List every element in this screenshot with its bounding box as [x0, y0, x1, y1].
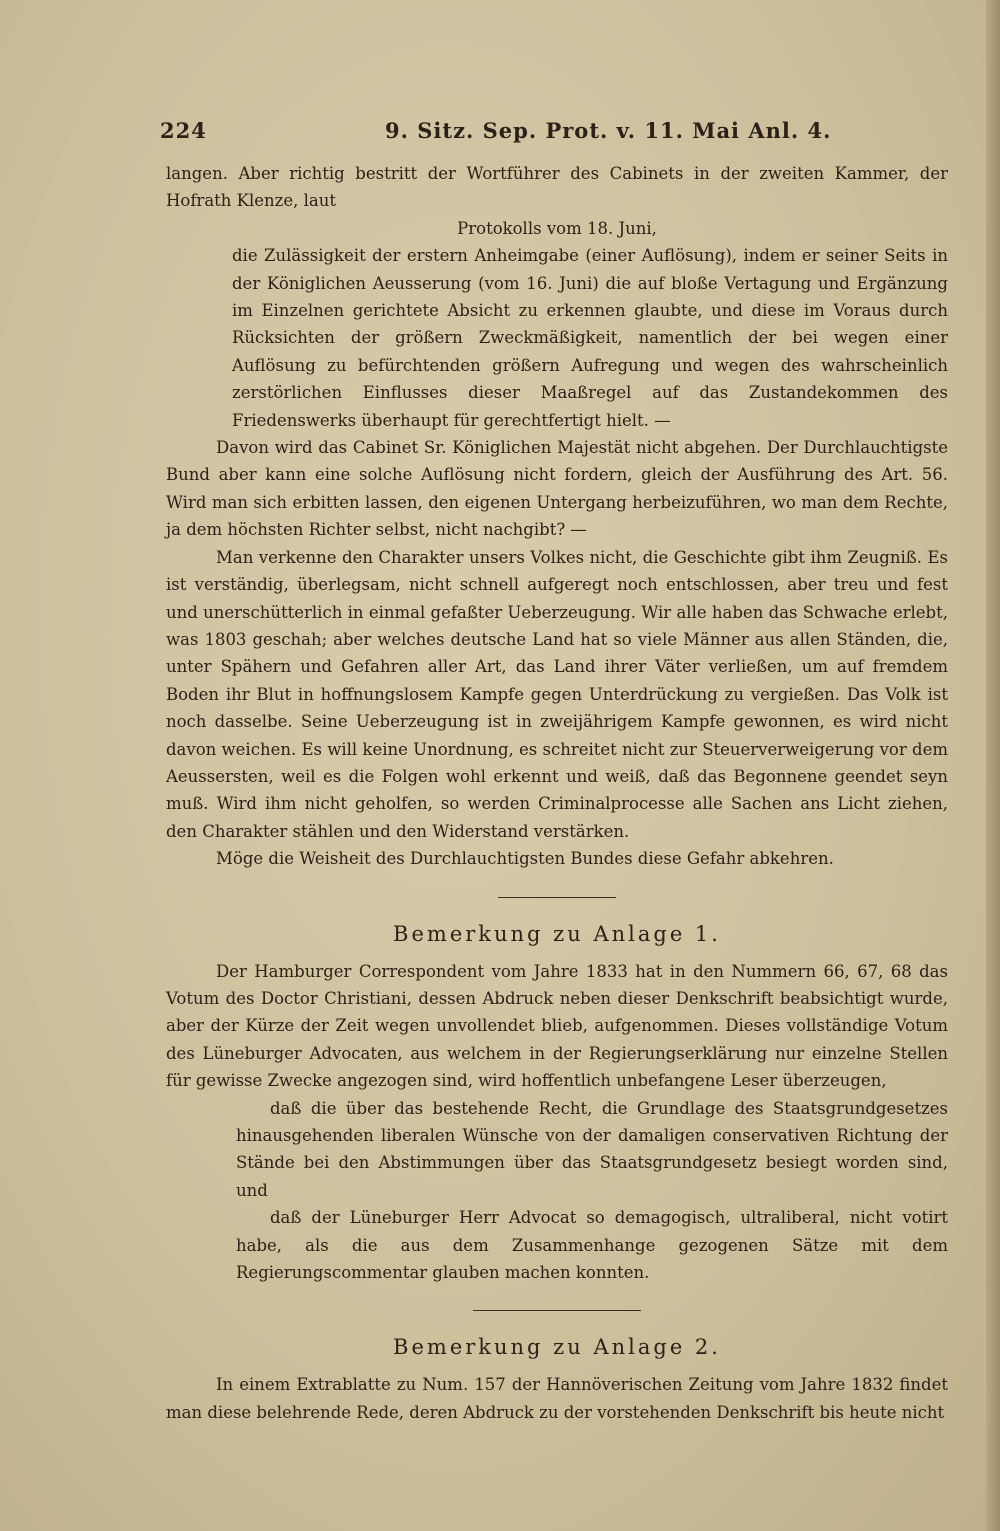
paragraph: Man verkenne den Charakter unsers Volkes nicht, die Geschichte gibt ihm Zeugniß. Es ist verständig, überlegsam, nicht schnell aufgeregt noch entschlossen, aber treu und fest und unerschütterlich in einmal gefaßter Ueberzeugung. Wir alle haben das Schwache erlebt, was 1803 geschah; aber welches deutsche Land hat so viele Männer aus allen Ständen, die, unter Spähern und Gefahren aller Art, das Land ihrer Väter verließen, um auf fremdem Boden ihr Blut in hoffnungslosem Kampfe gegen Unterdrückung zu vergießen. Das Volk ist noch dasselbe. Seine Ueberzeugung ist in zweijährigem Kampfe gewonnen, es wird nicht davon weichen. Es will keine Unordnung, es schreitet nicht zur Steuerverweigerung vor dem Aeussersten, weil es die Folgen wohl erkennt und weiß, daß das Begonnene geendet seyn muß. Wird ihm nicht geholfen, so werden Criminalprocesse alle Sachen ans Licht ziehen, den Charakter stählen und den Widerstand verstärken.	[166, 547, 948, 841]
paragraph-continuation: langen. Aber richtig bestritt der Wortführer des Cabinets in der zweiten Kammer, der Hofrath Klenze, laut	[166, 164, 948, 211]
paragraph: In einem Extrablatte zu Num. 157 der Hannöverischen Zeitung vom Jahre 1832 findet man diese belehrende Rede, deren Abdruck zu der vorstehenden Denkschrift bis heute nicht	[166, 1375, 948, 1422]
page-number: 224	[160, 118, 207, 143]
running-title: 9. Sitz. Sep. Prot. v. 11. Mai Anl. 4.	[385, 118, 832, 143]
section-heading: Bemerkung zu Anlage 1.	[393, 921, 721, 946]
paragraph: Möge die Weisheit des Durchlauchtigsten Bundes diese Gefahr abkehren.	[216, 849, 834, 869]
section-heading: Bemerkung zu Anlage 2.	[393, 1335, 721, 1360]
paragraph: Davon wird das Cabinet Sr. Königlichen Majestät nicht abgehen. Der Durchlauchtigste Bund aber kann eine solche Auflösung nicht fordern, gleich der Ausführung des Art. 56. Wird man sich erbitten lassen, den eigenen Untergang herbeizuführen, wo man dem Rechte, ja dem höchsten Richter selbst, nicht nachgibt? —	[166, 438, 948, 540]
block-quote: daß die über das bestehende Recht, die Grundlage des Staatsgrundgesetzes hinausgehenden liberalen Wünsche von der damaligen conservativen Richtung der Stände bei den Abstimmungen über das Staatsgrundgesetz besiegt worden sind, und	[236, 1098, 948, 1200]
protocol-reference: Protokolls vom 18. Juni,	[457, 218, 657, 238]
block-quote: daß der Lüneburger Herr Advocat so demagogisch, ultraliberal, nicht votirt habe, als die aus dem Zusammenhange gezogenen Sätze mit dem Regierungscommentar glauben machen konnten.	[236, 1208, 948, 1283]
page-edge-shadow	[986, 0, 1000, 1531]
block-quote: die Zulässigkeit der erstern Anheimgabe (einer Auflösung), indem er seiner Seits in der Königlichen Aeusserung (vom 16. Juni) die auf bloße Vertagung und Ergänzung im Einzelnen gerichtete Absicht zu erkennen glaubte, und diese im Voraus durch Rücksichten der größern Zweckmäßigkeit, namentlich der bei wegen einer Auflösung zu befürchtenden größern Aufregung und wegen des wahrscheinlich zerstörlichen Einflusses dieser Maaßregel auf das Zustandekommen des Friedenswerks überhaupt für gerechtfertigt hielt. —	[232, 246, 948, 430]
page-content	[166, 160, 948, 1426]
page-header	[160, 118, 950, 154]
paragraph: Der Hamburger Correspondent vom Jahre 1833 hat in den Nummern 66, 67, 68 das Votum des Doctor Christiani, dessen Abdruck neben dieser Denkschrift beabsichtigt wurde, aber der Kürze der Zeit wegen unvollendet blieb, aufgenommen. Dieses vollständige Votum des Lüneburger Advocaten, aus welchem in der Regierungserklärung nur einzelne Stellen für gewisse Zwecke angezogen sind, wird hoffentlich unbefangene Leser überzeugen,	[166, 961, 948, 1091]
